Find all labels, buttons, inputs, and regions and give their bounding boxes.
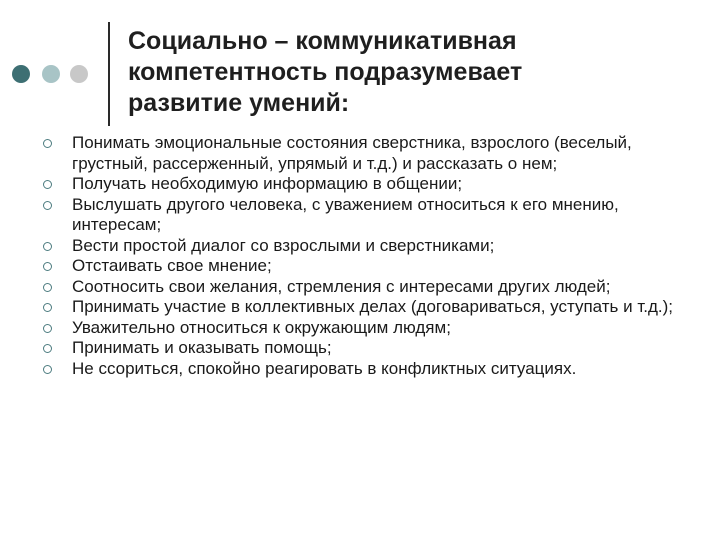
list-item bbox=[40, 297, 705, 318]
decorative-dots bbox=[12, 65, 102, 85]
list-item bbox=[40, 338, 705, 359]
list-item bbox=[40, 236, 705, 257]
grey-dot-icon bbox=[70, 65, 88, 83]
dark-dot-icon bbox=[12, 65, 30, 83]
circle-bullet-icon bbox=[43, 201, 52, 210]
list-item bbox=[40, 359, 705, 380]
title-line: развитие умений: bbox=[128, 89, 350, 117]
list-item-text: Не ссориться, спокойно реагировать в конфликтных ситуациях. bbox=[72, 358, 577, 378]
list-item-text: Отстаивать свое мнение; bbox=[72, 256, 272, 275]
circle-bullet-icon bbox=[43, 262, 52, 271]
list-item bbox=[40, 256, 705, 277]
title-line: Социально – коммуникативная bbox=[128, 27, 517, 55]
slide-title bbox=[128, 26, 688, 119]
circle-bullet-icon bbox=[43, 180, 52, 189]
list-item bbox=[40, 195, 705, 236]
circle-bullet-icon bbox=[43, 344, 52, 353]
list-item-text: Уважительно относиться к окружающим людям; bbox=[72, 317, 451, 337]
list-item bbox=[40, 277, 705, 298]
list-item-text: Вести простой диалог со взрослыми и сверстниками; bbox=[72, 235, 495, 255]
circle-bullet-icon bbox=[43, 324, 52, 333]
circle-bullet-icon bbox=[43, 283, 52, 292]
list-item-text: Принимать и оказывать помощь; bbox=[72, 338, 332, 357]
list-item-text: Понимать эмоциональные состояния сверстника, взрослого (веселый, грустный, рассерженный, упрямый и т.д.) и рассказать о нем; bbox=[72, 133, 632, 173]
circle-bullet-icon bbox=[43, 303, 52, 312]
title-line: компетентность подразумевает bbox=[128, 58, 523, 86]
circle-bullet-icon bbox=[43, 242, 52, 251]
list-item bbox=[40, 133, 705, 174]
list-item bbox=[40, 318, 705, 339]
list-item-text: Соотносить свои желания, стремления с интересами других людей; bbox=[72, 276, 611, 296]
list-item-text: Выслушать другого человека, с уважением относиться к его мнению, интересам; bbox=[72, 194, 619, 234]
title-divider bbox=[108, 22, 110, 126]
list-item bbox=[40, 174, 705, 195]
list-item-text: Получать необходимую информацию в общении; bbox=[72, 174, 463, 193]
light-dot-icon bbox=[42, 65, 60, 83]
list-item-text: Принимать участие в коллективных делах (договариваться, уступать и т.д.); bbox=[72, 297, 673, 316]
skills-list bbox=[40, 133, 705, 379]
circle-bullet-icon bbox=[43, 365, 52, 374]
circle-bullet-icon bbox=[43, 139, 52, 148]
